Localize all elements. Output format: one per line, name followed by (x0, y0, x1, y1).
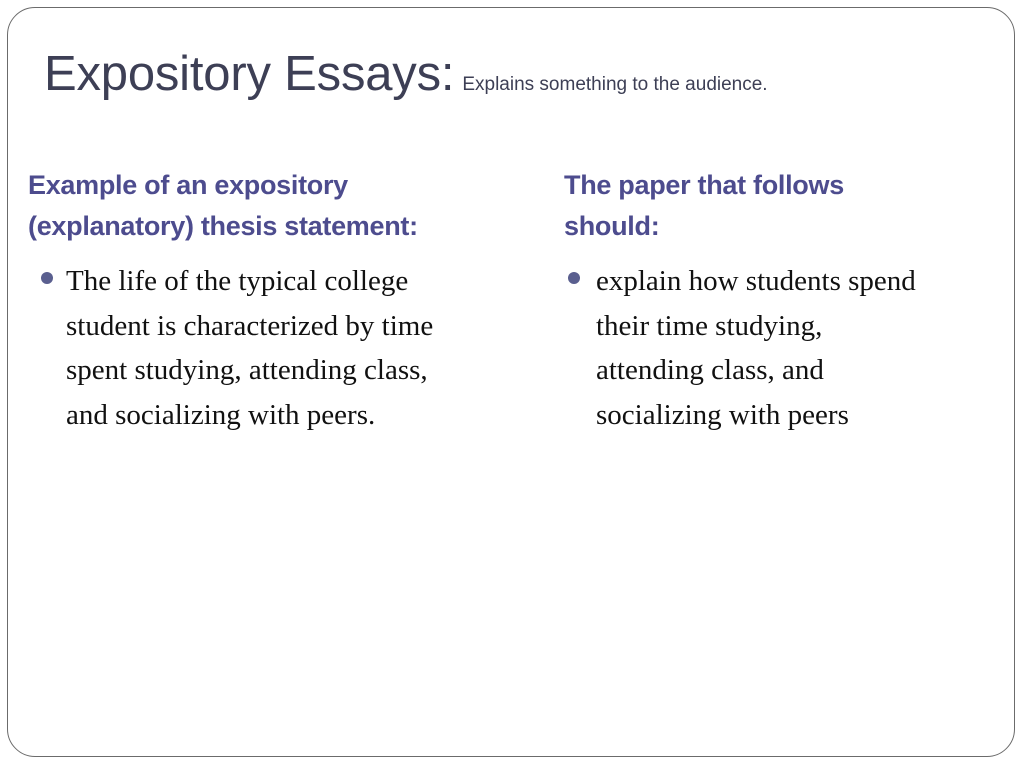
right-column (564, 165, 994, 437)
bullet-dot-icon (568, 272, 580, 284)
bullet-line: attending class, and (596, 354, 824, 386)
bullet-line: The life of the typical college (66, 265, 409, 297)
right-bullet-item (564, 259, 994, 437)
right-bullet-list (564, 259, 994, 437)
bullet-line: socializing with peers (596, 398, 849, 431)
left-column-heading (28, 165, 508, 247)
bullet-line: student is characterized by time (66, 309, 434, 342)
bullet-line: explain how students spend (596, 265, 916, 297)
bullet-dot-icon (41, 272, 53, 284)
slide-title (44, 46, 768, 102)
left-bullet-list (28, 259, 508, 437)
right-heading-line: should: (564, 211, 660, 241)
left-heading-line: (explanatory) thesis statement: (28, 211, 418, 241)
right-heading-line: The paper that follows (564, 170, 844, 200)
bullet-line: their time studying, (596, 309, 823, 342)
left-column (28, 165, 508, 437)
left-bullet-item (28, 259, 508, 437)
title-subtitle: Explains something to the audience. (462, 74, 768, 95)
bullet-line: spent studying, attending class, (66, 354, 428, 386)
left-heading-line: Example of an expository (28, 170, 348, 200)
title-main: Expository Essays: (44, 47, 455, 101)
bullet-line: and socializing with peers. (66, 398, 376, 431)
right-column-heading (564, 165, 994, 247)
